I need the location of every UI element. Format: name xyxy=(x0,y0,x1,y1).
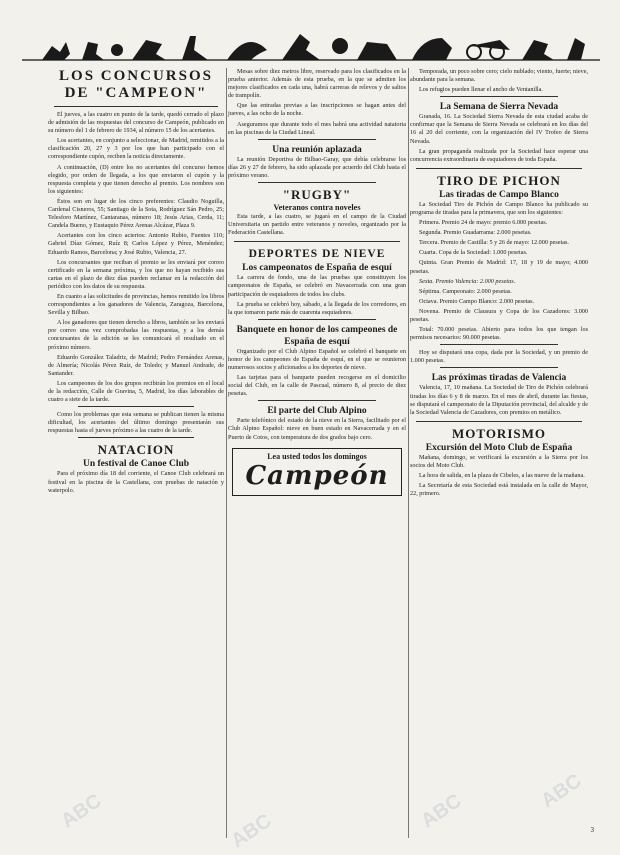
paragraph: Eduardo González Taladriz, de Madrid; Pedro Fernández Arenas, de Almería; Nicolás Pérez Ruíz, de Toledo; y Manuel Andrade, de Santander. xyxy=(48,353,224,377)
natacion-subheadline: Un festival de Canoe Club xyxy=(82,459,190,470)
list-item: Tercera. Premio de Castilla: 5 y 26 de mayo: 12.000 pesetas. xyxy=(419,239,569,247)
headline-rule xyxy=(54,106,218,107)
list-item: Quinta. Gran Premio de Madrid: 17, 18 y 19 de mayo; 4.000 pesetas. xyxy=(410,259,588,275)
paragraph: A continuación, (D) entre los no acertantes del concurso hemos elegido, por orden de llegada, a los que enviaron el cupón y la respuesta completa y que tienen derecho al premio. Los nombres son los siguientes: xyxy=(48,163,224,195)
paragraph: La carrera de fondo, una de las pruebas que constituyen los campeonatos de España, se celebró en Navacerrada con una gran participación de esquiadores de todos los clubs. xyxy=(228,274,406,298)
pichon-headline: TIRO DE PICHON xyxy=(437,172,561,188)
paragraph: Aseguramos que durante todo el mes habrá una actividad natatoria en las piscinas de la Ciudad Lineal. xyxy=(228,120,406,136)
list-item: Séptima. Campeonato: 2.000 pesetas. xyxy=(419,287,512,295)
abc-watermark: ABC xyxy=(417,789,466,833)
motorismo-subheadline: Excursión del Moto Club de España xyxy=(425,442,573,453)
paragraph: La Secretaría de esta Sociedad está instalada en la calle de Mayor, 22, primero. xyxy=(410,482,588,498)
paragraph: Éstos son en lugar de los cinco preferentes: Claudio Noguilla, Cardenal Cisneros, 55; Santiago de la Sota, Rodríguez Sán Pedro, 25; Telesforo Martínez, Cantaranas, número 18; Jesús Arias, Cerda, 11; Candela Bueno, y Eustaquio Pérez Arenas Alcázar, Plaza 9. xyxy=(48,197,224,230)
nieve-subheadline: Los campeonatos de España de esquí xyxy=(242,263,392,274)
column-left xyxy=(48,68,224,497)
paragraph: Los acertantes, en conjunto a seleccionar, de Madrid, remitidos a la clasificación 20, 27 y 3 por los que han participado con el correspondiente cupón, reciben la noticia directamente. xyxy=(48,137,224,161)
paragraph: Parte telefónico del estado de la nieve en la Sierra, facilitado por el Club Alpino Español: nieve en buen estado en Navacerrada y en el Puerto de Cotos, con temperatura de dos grados bajo cero. xyxy=(228,417,406,441)
paragraph: Que las entradas previas a las inscripciones se hagan antes del jueves, a las ocho de la noche. xyxy=(228,102,406,118)
paragraph: Para el próximo día 18 del corriente, el Canoe Club celebrará un festival en la piscina de la Castellana, con pruebas de natación y waterpolo. xyxy=(48,470,224,494)
paragraph: Los concursantes que reciban el premio se les enviará por correo certificado en la semana próxima, y los que no hayan recibido sus cartas en el plazo de diez días pueden reclamar en la redacción del periódico con los datos de su respuesta. xyxy=(48,258,224,290)
column-right xyxy=(410,68,588,500)
list-item: Primera. Premio 24 de mayo: premio 6.000 pesetas. xyxy=(419,219,548,227)
paragraph: Los refugios pueden llenar el ancho de Ventanilla. xyxy=(419,86,543,94)
paragraph: Como los problemas que esta semana se publican tienen la misma dificultad, los acertantes del último domingo presentarán sus respuestas hasta el jueves próximo a las cuatro de la tarde. xyxy=(48,411,224,435)
paragraph: Granada, 16. La Sociedad Sierra Nevada de esta ciudad acaba de confirmar que la Semana de Sierra Nevada se celebrará en los días del 16 al 20 del corriente, con la organización del IV Trofeo de Sierra Nevada. xyxy=(410,113,588,145)
section-rule xyxy=(416,421,582,422)
paragraph: La hora de salida, en la plaza de Cibeles, a las nueve de la mañana. xyxy=(419,472,585,479)
page-number: 3 xyxy=(590,826,594,834)
natacion-headline: NATACION xyxy=(97,442,175,458)
section-rule xyxy=(416,168,582,169)
sierra-headline: La Semana de Sierra Nevada xyxy=(439,102,559,113)
campeon-logo: Campeón xyxy=(245,460,389,491)
list-item: Octava. Premio Campo Blanco: 2.000 pesetas. xyxy=(419,297,535,305)
paragraph: Temporada, un poco sobre cero; cielo nublado; viento, fuerte; nieve, abundante para la semana. xyxy=(410,68,588,84)
section-rule xyxy=(234,241,400,242)
valencia-headline: Las próximas tiradas de Valencia xyxy=(431,373,567,384)
paragraph: Valencia, 17, 10 mañana. La Sociedad de Tiro de Pichón celebrará tiradas los días 6 y 8 de marzo. En el mes de abril, durante las fiestas, se disputará el campeonato de la Diputación provincial, del alcalde y de la Sociedad Valencia de Cazadores, con premios en metálico. xyxy=(410,384,588,416)
section-rule xyxy=(78,437,194,438)
campeon-advertisement xyxy=(232,448,402,496)
nieve-headline: DEPORTES DE NIEVE xyxy=(248,248,386,261)
paragraph: La reunión Deportiva de Bilbao-Garay, que debía celebrarse los días 26 y 27 de febrero, ha sido aplazada por acuerdo del Club hasta el próximo verano. xyxy=(228,155,406,179)
list-item: Sexta. Premio Valencia: 2.000 pesetas. xyxy=(419,277,516,285)
paragraph: Acertantes con los cinco aciertos: Antonio Rubio, Fuentes 110; Gabriel Díaz Gómez, Ruíz 8; Carlos López y Pérez, Menéndez; Eduardo Ramos, Barcelona; y José Rubio, Valencia, 27. xyxy=(48,232,224,256)
abc-watermark: ABC xyxy=(57,789,106,833)
section-rule xyxy=(258,319,376,320)
paragraph: El jueves, a las cuatro en punto de la tarde, quedó cerrado el plazo de admisión de las respuestas del concurso de Campeón, publicado en su número del 1 de febrero de 1934, al número 15 de los acertantes. xyxy=(48,111,224,135)
reunion-headline: Una reunión aplazada xyxy=(272,144,362,155)
section-rule xyxy=(440,367,558,368)
paragraph: La prueba se celebró hoy, sábado, a la llegada de los corredores, en la que tomaron parte más de cuarenta esquiadores. xyxy=(228,300,406,316)
pichon-subheadline: Las tiradas de Campo Blanco xyxy=(439,189,559,200)
paragraph: La Sociedad Tiro de Pichón de Campo Blanco ha publicado su programa de tiradas para la primavera, que son los siguientes: xyxy=(410,200,588,216)
section-rule xyxy=(440,96,558,97)
motorismo-headline: MOTORISMO xyxy=(452,425,546,441)
paragraph: Las tarjetas para el banquete pueden recogerse en el domicilio social del Club, en la calle de Pascual, número 8, al precio de diez pesetas. xyxy=(228,374,406,398)
list-item: Total: 70.000 pesetas. Abierto para todos los que tengan los permisos necesarios: 90.000 pesetas. xyxy=(410,326,588,342)
paragraph: La gran propaganda realizada por la Sociedad hace esperar una concurrencia extraordinaria de esquiadores de toda España. xyxy=(410,147,588,163)
rugby-subheadline: Veteranos contra noveles xyxy=(273,203,361,213)
sports-illustration-banner xyxy=(22,22,600,68)
list-item: Cuarta. Copa de la Sociedad: 1.000 pesetas. xyxy=(419,249,528,257)
abc-watermark: ABC xyxy=(537,769,586,813)
paragraph: En cuanto a las solicitudes de provincias, hemos remitido los libros correspondientes a los ganadores de Valencia, Zaragoza, Barcelona, Sevilla y Bilbao. xyxy=(48,292,224,317)
paragraph: A los ganadores que tienen derecho a libros, también se les enviará por correo una vez comprobadas las respuestas, y a los demás concursantes de la edición se les comunicará el resultado en el próximo número. xyxy=(48,319,224,351)
list-item: Segunda. Premio Guadarrama: 2.000 pesetas. xyxy=(419,229,532,237)
column-center xyxy=(228,68,406,496)
paragraph: Mañana, domingo, se verificará la excursión a la Sierra por los socios del Moto Club. xyxy=(410,453,588,469)
paragraph: Los campeones de los dos grupos recibirán los premios en el local de la redacción, Calle de Gravina, 5, Madrid, los días laborables de cuatro a siete de la tarde. xyxy=(48,379,224,404)
section-rule xyxy=(78,406,194,407)
section-rule xyxy=(258,139,376,140)
alpino-headline: El parte del Club Alpino xyxy=(267,406,367,417)
column-divider xyxy=(226,68,227,838)
section-rule xyxy=(258,182,376,183)
column-divider xyxy=(408,68,409,838)
rugby-headline: "RUGBY" xyxy=(282,187,352,203)
section-rule xyxy=(258,400,376,401)
concursos-headline: LOS CONCURSOS DE "CAMPEON" xyxy=(59,68,213,101)
list-item: Novena. Premio de Clausura y Copa de los Cazadores: 3.000 pesetas. xyxy=(410,307,588,323)
paragraph: Organizado por el Club Alpino Español se celebró el banquete en honor de los campeones de España de esquí, en el que se reunieron numerosos socios y aficionados a los deportes de nieve. xyxy=(228,347,406,371)
abc-watermark: ABC xyxy=(227,809,276,853)
section-rule xyxy=(440,344,558,345)
paragraph: Esta tarde, a las cuatro, se jugará en el campo de la Ciudad Universitaria un partido entre veteranos y noveles, organizado por la Federación Castellana. xyxy=(228,213,406,237)
paragraph: Hoy se disputará una copa, dada por la Sociedad, y un premio de 1.000 pesetas. xyxy=(410,349,588,365)
paragraph: Mesas sobre diez metros libre, reservado para los clasificados en la prueba anterior. Además de esta prueba, en la que se admiten los mejores clasificados en cada una, habrá carreras de relevos y de saltos de trampolín. xyxy=(228,68,406,100)
banquete-headline: Banquete en honor de los campeones de España de esquí xyxy=(236,324,398,347)
ad-tagline: Lea usted todos los domingos xyxy=(267,451,367,461)
